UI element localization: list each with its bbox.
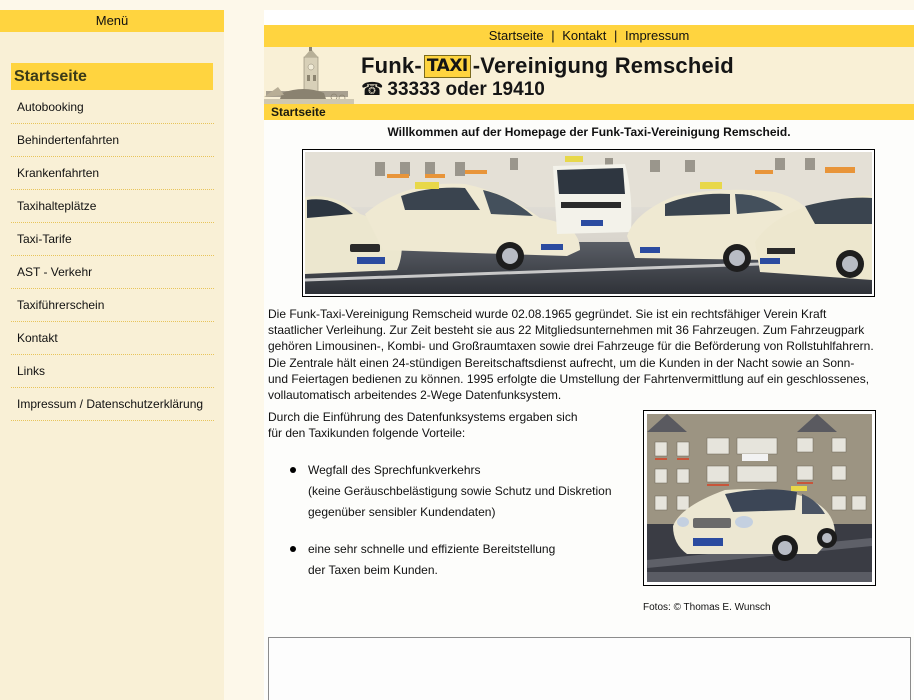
phone-number-text: 33333 oder 19410 xyxy=(387,79,545,100)
topnav-startseite-link[interactable]: Startseite xyxy=(488,28,544,43)
sidebar-item-taxifuehrerschein[interactable]: Taxiführerschein xyxy=(11,289,214,322)
bullet-icon xyxy=(290,546,296,552)
telephone-icon: ☎ xyxy=(361,79,384,99)
sidebar-menu xyxy=(11,91,214,421)
embedded-frame xyxy=(268,637,911,700)
sidebar-item-krankenfahrten[interactable]: Krankenfahrten xyxy=(11,157,214,190)
features-list xyxy=(268,460,628,581)
hero-taxi-fleet-image xyxy=(302,149,875,297)
feature-item xyxy=(268,539,628,581)
main-content xyxy=(264,10,914,700)
intro-line: vollautomatisch arbeitendes 2-Wege Datenfunksystem. xyxy=(268,388,562,403)
taxi-logo-badge: TAXI xyxy=(424,55,471,78)
main-top-spacer xyxy=(264,10,914,25)
sidebar-item-kontakt[interactable]: Kontakt xyxy=(11,322,214,355)
intro-line: staatlicher Verleihung. Zur Zeit besteht sie aus 22 Mitgliedsunternehmen mit 36 Fahrzeugen. Zum Fahrzeugpark xyxy=(268,323,865,338)
site-title-suffix: -Vereinigung Remscheid xyxy=(472,53,734,78)
feature-line: eine sehr schnelle und effiziente Bereitstellung xyxy=(308,542,556,557)
topnav-separator: | xyxy=(613,28,618,43)
features-lead xyxy=(268,409,628,441)
topnav-separator: | xyxy=(551,28,555,43)
intro-line: Die Zentrale hält einen 24-stündigen Bereitschaftsdienst aufrecht, um die Kunden in der Nacht sowie an Sonn- xyxy=(268,355,855,370)
intro-line: und Feiertagen bedienen zu können. 1995 erfolgte die Umstellung der Fahrtenvermittlung auf ein geschlossenes, xyxy=(268,371,870,386)
breadcrumb: Startseite xyxy=(264,104,914,120)
menu-header: Menü xyxy=(0,10,224,32)
feature-line: (keine Geräuschbelästigung sowie Schutz und Diskretion xyxy=(308,484,612,499)
features-lead-line: für den Taxikunden folgende Vorteile: xyxy=(268,426,466,441)
feature-line: gegenüber sensibler Kundendaten) xyxy=(308,505,496,520)
sidebar-item-autobooking[interactable]: Autobooking xyxy=(11,91,214,124)
sidebar-item-startseite-active[interactable]: Startseite xyxy=(11,63,213,90)
sidebar-item-impressum[interactable]: Impressum / Datenschutzerklärung xyxy=(11,388,214,421)
header-banner xyxy=(264,47,914,104)
welcome-heading: Willkommen auf der Homepage der Funk-Taxi-Vereinigung Remscheid. xyxy=(387,125,791,139)
top-navigation xyxy=(264,25,914,47)
sidebar-top-spacer xyxy=(0,0,224,10)
topnav-impressum-link[interactable]: Impressum xyxy=(625,28,690,43)
bullet-icon xyxy=(290,467,296,473)
town-hall-tower-illustration xyxy=(264,47,354,104)
phone-numbers xyxy=(361,79,545,101)
feature-item xyxy=(268,460,628,523)
topnav-kontakt-link[interactable]: Kontakt xyxy=(562,28,607,43)
sidebar xyxy=(0,0,224,700)
taxi-town-hall-photo xyxy=(647,414,872,582)
features-lead-line: Durch die Einführung des Datenfunksystems ergaben sich xyxy=(268,410,578,424)
sidebar-item-taxi-tarife[interactable]: Taxi-Tarife xyxy=(11,223,214,256)
features-section xyxy=(268,409,628,597)
site-title-prefix: Funk- xyxy=(361,53,422,78)
side-taxi-image xyxy=(643,410,876,586)
sidebar-item-links[interactable]: Links xyxy=(11,355,214,388)
intro-paragraph xyxy=(268,306,908,403)
feature-line: Wegfall des Sprechfunkverkehrs xyxy=(308,463,481,478)
feature-line: der Taxen beim Kunden. xyxy=(308,563,438,578)
sidebar-item-behindertenfahrten[interactable]: Behindertenfahrten xyxy=(11,124,214,157)
sidebar-item-taxihalteplaetze[interactable]: Taxihalteplätze xyxy=(11,190,214,223)
taxi-fleet-photo xyxy=(305,152,872,294)
intro-line: Die Funk-Taxi-Vereinigung Remscheid wurde 02.08.1965 gegründet. Sie ist ein rechtsfähiger Verein Kraft xyxy=(268,307,827,321)
sidebar-item-ast-verkehr[interactable]: AST - Verkehr xyxy=(11,256,214,289)
photo-credit: Fotos: © Thomas E. Wunsch xyxy=(643,602,771,613)
intro-line: gehören Limousinen-, Kombi- und Großraumtaxen sowie drei Fahrzeuge für die Beförderung von Rollstuhlfahrern. xyxy=(268,339,874,354)
site-title xyxy=(361,53,734,79)
